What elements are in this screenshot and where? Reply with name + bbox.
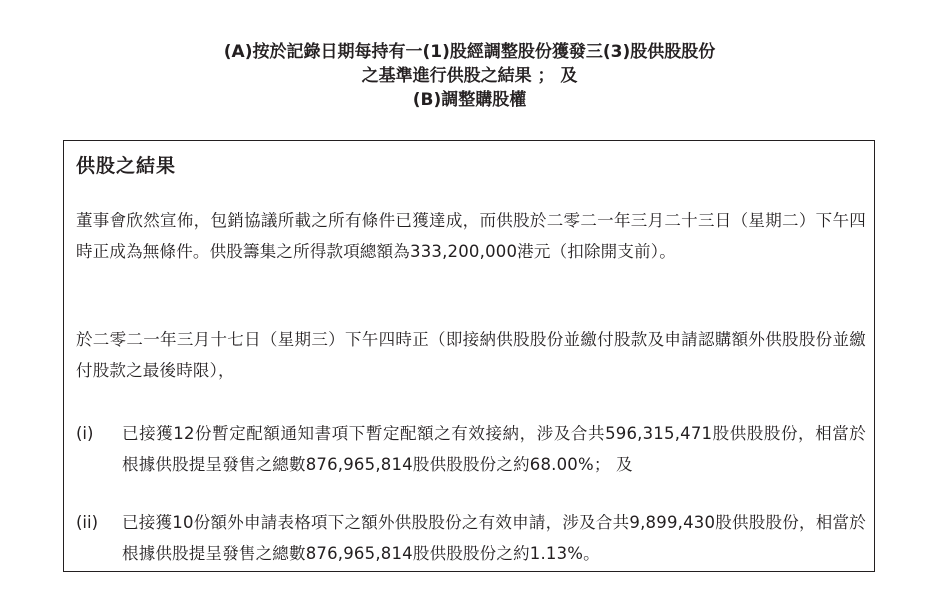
heading-line-3: (B)調整購股權 [412,90,527,110]
paragraph-acceptance-deadline: 於二零二一年三月十七日（星期三）下午四時正（即接納供股股份並繳付股款及申請認購額外供股股份並繳付股款之最後時限）， [76,330,866,380]
section-title: 供股之結果 [76,155,177,177]
announcement-heading [0,40,939,112]
list-item-marker: (ii) [76,513,99,532]
results-box [63,140,875,572]
heading-line-2: 之基準進行供股之結果 ； 及 [361,66,578,86]
paragraph-conditions-fulfilled: 董事會欣然宣佈，包銷協議所載之所有條件已獲達成，而供股於二零二一年三月二十三日（星期二）下午四時正成為無條件。供股籌集之所得款項總額為333,200,000港元（扣除開支前）。 [76,211,866,261]
list-item-text: 已接獲12份暫定配額通知書項下暫定配額之有效接納，涉及合共596,315,471股供股股份，相當於根據供股提呈發售之總數876,965,814股供股股份之約68.00%； 及 [122,424,866,474]
list-item-marker: (i) [76,424,94,443]
list-item-text: 已接獲10份額外申請表格項下之額外供股股份之有效申請，涉及合共9,899,430股供股股份，相當於根據供股提呈發售之總數876,965,814股供股股份之約1.13%。 [122,513,866,563]
heading-line-1: (A)按於記錄日期每持有一(1)股經調整股份獲發三(3)股供股股份 [223,42,716,62]
